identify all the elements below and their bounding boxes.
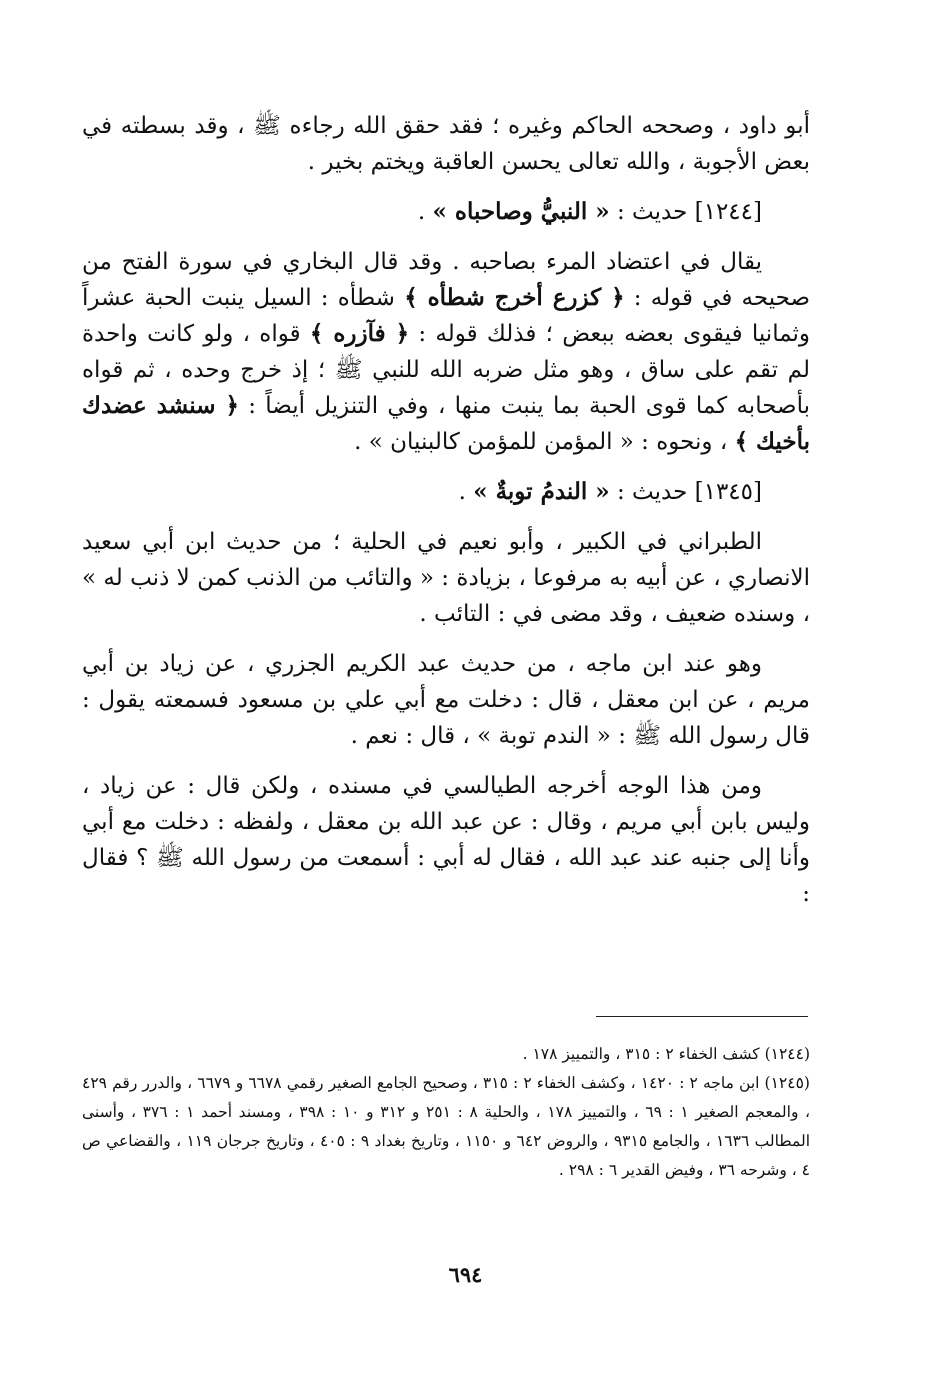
- hadith-heading-1345: [82, 474, 810, 510]
- text-segment: شطأه : السيل ينبت الحبة عشراً وثمانيا فيقوى بعضه ببعض ؛ فذلك قوله :: [82, 285, 811, 347]
- hadith-number: [١٣٤٥]: [694, 479, 762, 505]
- paragraph-sources: الطبراني في الكبير ، وأبو نعيم في الحلية ؛ من حديث ابن أبي سعيد الانصاري ، عن أبيه به مرفوعا ، بزيادة : « والتائب من الذنب كمن لا ذنب له » ، وسنده ضعيف ، وقد مضى في : التائب .: [82, 529, 810, 627]
- hadith-word: حديث :: [616, 479, 688, 505]
- footnote-1245: (١٢٤٥) ابن ماجه ٢ : ١٤٢٠ ، وكشف الخفاء ٢ : ٣١٥ ، وصحيح الجامع الصغير رقمي ٦٦٧٨ و ٦٦٧٩ ، والدرر رقم ٤٢٩ ، والمعجم الصغير ١ : ٦٩ ، والتمييز ١٧٨ ، والحلية ٨ : ٢٥١ و ٣١٢ و ١٠ : ٣٩٨ ، ومسند أحمد ١ : ٣٧٦ ، وأسنى المطالب ١٦٣٦ ، والجامع ٩٣١٥ ، والروض ٦٤٢ و ١١٥٠ ، وتاريخ بغداد ٩ : ٤٠٥ ، وتاريخ جرجان ١١٩ ، والقضاعي ص ٤ ، وشرحه ٣٦ ، وفيض القدير ٦ : ٢٩٨ .: [82, 1074, 811, 1179]
- quran-quote: ﴿ كزرع أخرج شطأه ﴾: [404, 284, 625, 311]
- text-segment: يقال في اعتضاد المرء بصاحبه . وقد قال البخاري في سورة الفتح من صحيحه في قوله :: [82, 249, 811, 311]
- hadith-number: [١٢٤٤]: [694, 199, 762, 225]
- text-segment: قواه ، ولو كانت واحدة لم تقم على ساق ، وهو مثل ضربه الله للنبي ﷺ ؛ إذ خرج وحده ، ثم قواه بأصحابه كما قوى الحبة بما ينبت منها ، وفي التنزيل أيضاً :: [82, 321, 810, 419]
- footnotes: [82, 1040, 810, 1185]
- hadith-title: « النبيُّ وصاحباه »: [432, 198, 610, 225]
- hadith-title: « الندمُ توبةٌ »: [473, 478, 610, 505]
- hadith-heading-1244: [82, 194, 810, 230]
- paragraph-commentary-1244: [82, 244, 810, 460]
- quran-quote: ﴿ فآزره ﴾: [309, 320, 410, 347]
- paragraph-tayalisi: ومن هذا الوجه أخرجه الطيالسي في مسنده ، ولكن قال : عن زياد ، وليس بابن أبي مريم ، وقال : عن عبد الله بن معقل ، ولفظه : دخلت مع أبي وأنا إلى جنبه عند عبد الله ، فقال له أبي : أسمعت من رسول الله ﷺ ؟ فقال :: [82, 773, 810, 907]
- paragraph-continuation: أبو داود ، وصححه الحاكم وغيره ؛ فقد حقق الله رجاءه ﷺ ، وقد بسطته في بعض الأجوبة ، والله تعالى يحسن العاقبة ويختم بخير .: [82, 113, 810, 175]
- heading-end: .: [458, 479, 466, 505]
- text-segment: ، ونحوه : « المؤمن للمؤمن كالبنيان » .: [354, 429, 728, 455]
- page-number: ٦٩٤: [448, 1262, 483, 1287]
- paragraph-ibn-majah: وهو عند ابن ماجه ، من حديث عبد الكريم الجزري ، عن زياد بن أبي مريم ، عن ابن معقل ، قال : دخلت مع أبي علي بن مسعود فسمعته يقول : قال رسول الله ﷺ : « الندم توبة » ، قال : نعم .: [82, 651, 810, 749]
- main-text: [82, 108, 810, 912]
- hadith-word: حديث :: [616, 199, 688, 225]
- footnote-separator: [596, 1016, 808, 1017]
- footnote-1244: (١٢٤٤) كشف الخفاء ٢ : ٣١٥ ، والتمييز ١٧٨ .: [522, 1045, 810, 1063]
- heading-end: .: [417, 199, 426, 225]
- quran-quote: ﴿ سنشد عضدك بأخيك ﴾: [82, 392, 810, 455]
